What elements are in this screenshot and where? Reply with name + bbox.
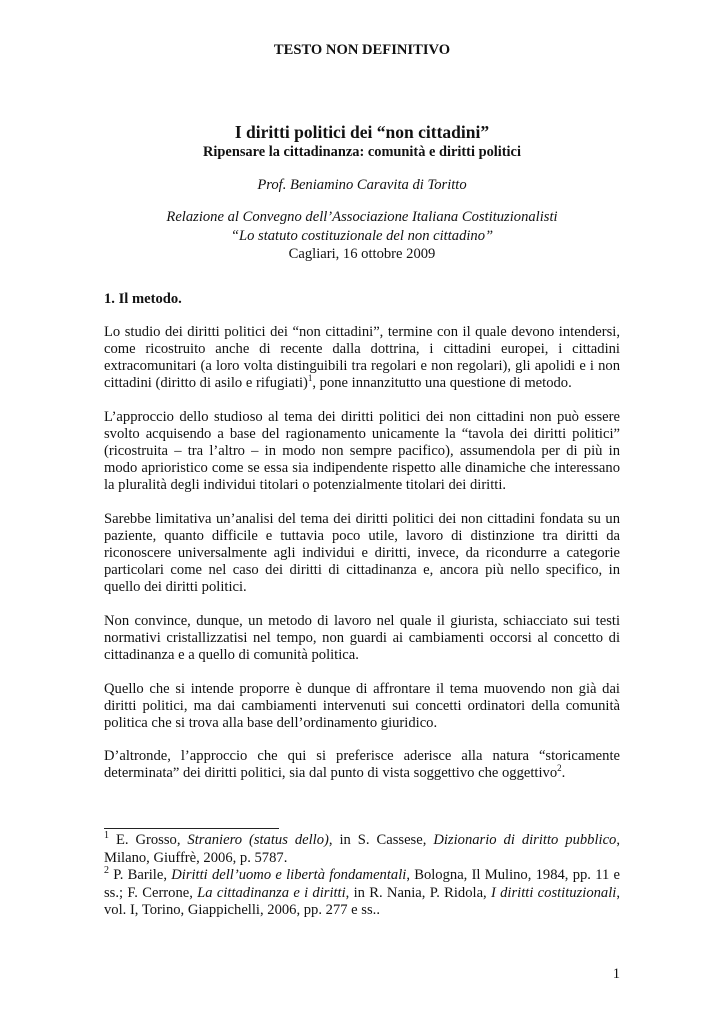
paper-title: I diritti politici dei “non cittadini”	[234, 122, 490, 142]
footnote-mark: 2	[104, 865, 109, 877]
footnote-separator	[104, 828, 279, 829]
body-text	[104, 324, 620, 799]
conference-theme: “Lo statuto costituzionale del non cittadino”	[230, 227, 494, 244]
footnote-text: E. Grosso,	[109, 832, 188, 848]
footnote-text: , in R. Nania, P. Ridola,	[345, 884, 491, 901]
paragraph-text: Lo studio dei diritti politici dei “non cittadini”, termine con il quale devono intendersi, come ricostruito anche di recente dalla dottrina, i cittadini europei, i cittadini extracomunitari (a loro volta distinguibili tra regolari e non regolari), gli apolidi e i non cittadini (diritto di asilo e rifugiati)	[104, 324, 620, 392]
footnote-title: La cittadinanza e i diritti	[197, 884, 346, 901]
footnote-text: P. Barile,	[109, 867, 172, 884]
footnote-text: , vol. I, Torino, Giappichelli, 2006, pp. 277 e ss..	[104, 884, 620, 919]
section-heading: 1. Il metodo.	[104, 291, 182, 307]
paragraph-4: Non convince, dunque, un metodo di lavoro nel quale il giurista, schiacciato sui testi normativi cristallizzatisi nel tempo, non guardi ai cambiamenti occorsi al concetto di cittadinanza e a quello di comunità politica.	[104, 612, 620, 663]
paper-subtitle: Ripensare la cittadinanza: comunità e diritti politici	[203, 144, 521, 160]
paragraph-5: Quello che si intende proporre è dunque di affrontare il tema muovendo non già dai diritti politici, ma dai cambiamenti intervenuti sui concetti ordinatori della comunità politica che si trova alla base dell’ordinamento giuridico.	[104, 680, 620, 731]
page-number: 1	[612, 966, 620, 982]
footnote-title: Dizionario di diritto pubblico	[433, 832, 617, 848]
footnotes	[104, 832, 620, 920]
paragraph-text: .	[561, 765, 566, 782]
footnote-ref-2: 2	[557, 763, 562, 774]
footnote-1	[104, 832, 620, 867]
footnote-title: Diritti dell’uomo e libertà fondamentali	[171, 867, 407, 884]
paragraph-2: L’approccio dello studioso al tema dei diritti politici dei non cittadini non può essere svolto acquisendo a base del ragionamento unicamente la “tavola dei diritti politici” (ricostruita – tra l’altro – in modo non sempre pacifico), assumendola per di più in modo aprioristico come se essa sia indipendente rispetto alle dinamiche che interessano la pluralità degli individui titolari o potenzialmente titolari dei diritti.	[104, 408, 620, 494]
footnote-ref-1: 1	[307, 373, 313, 384]
author-line: Prof. Beniamino Caravita di Toritto	[257, 177, 467, 193]
footnote-title: Straniero (status dello)	[187, 832, 329, 848]
conference-info	[0, 208, 724, 264]
paragraph-1	[104, 324, 620, 392]
place-date: Cagliari, 16 ottobre 2009	[288, 246, 436, 262]
paragraph-text: D’altronde, l’approccio che qui si preferisce aderisce alla natura “storicamente determinata” dei diritti politici, sia dal punto di vista soggettivo che oggettivo	[104, 748, 620, 782]
paragraph-6	[104, 748, 620, 782]
draft-notice: TESTO NON DEFINITIVO	[273, 42, 451, 58]
footnote-mark: 1	[104, 830, 109, 842]
footnote-title: I diritti costituzionali	[490, 884, 617, 901]
paragraph-3: Sarebbe limitativa un’analisi del tema dei diritti politici dei non cittadini fondata su un paziente, quanto difficile e tuttavia poco utile, lavoro di distinzione tra diritti da riconoscere universalmente agli individui e diritti, invece, da ricondurre a categorie particolari come nel caso dei diritti di cittadinanza e, ancora più nello specifico, in quello dei diritti politici.	[104, 510, 620, 596]
conference-name: Relazione al Convegno dell’Associazione Italiana Costituzionalisti	[166, 209, 558, 225]
footnote-text: , in S. Cassese,	[328, 832, 434, 848]
footnote-text: , Milano, Giuffrè, 2006, p. 5787.	[104, 832, 621, 866]
footnote-2	[104, 867, 620, 920]
footnote-text: , Bologna, Il Mulino, 1984, pp. 11 e ss.; F. Cerrone,	[104, 867, 620, 901]
paragraph-text: , pone innanzitutto una questione di metodo.	[312, 375, 572, 392]
